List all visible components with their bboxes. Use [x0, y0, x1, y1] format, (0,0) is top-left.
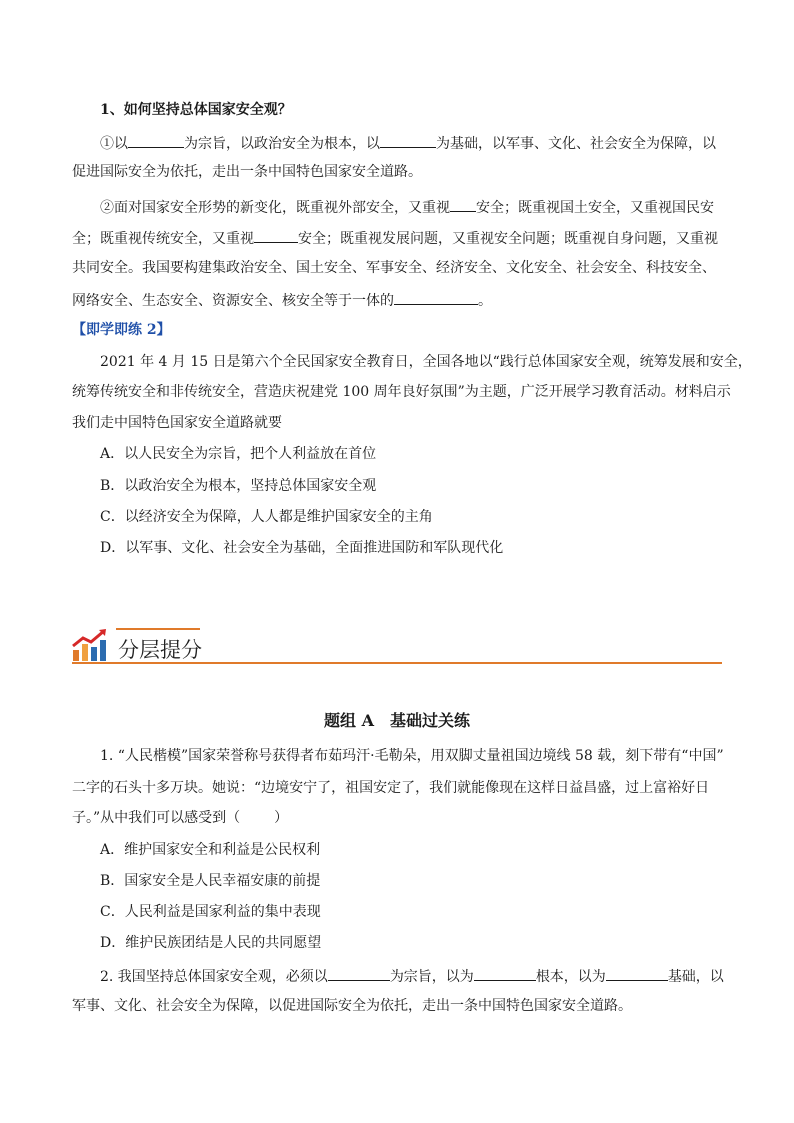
fill-blank[interactable] [450, 196, 476, 212]
text-fragment: 。 [478, 293, 492, 309]
text-fragment: 为宗旨，以政治安全为根本，以 [184, 136, 380, 152]
practice-stem-line-1: 2021 年 4 月 15 日是第六个全民国家安全教育日，全国各地以“践行总体国家安全观，统筹发展和安全， [100, 354, 752, 370]
practice-option-d[interactable]: D．以军事、文化、社会安全为基础，全面推进国防和军队现代化 [100, 540, 504, 556]
section-header [72, 626, 722, 666]
text-fragment: 安全；既重视发展问题，又重视安全问题；既重视自身问题，又重视 [298, 231, 718, 247]
question-1-title: 1、如何坚持总体国家安全观？ [100, 102, 292, 118]
group-a-title: 题组 A 基础过关练 [324, 711, 470, 730]
fill-blank[interactable] [328, 965, 390, 981]
fill-blank[interactable] [394, 289, 478, 305]
text-fragment: 基础，以 [667, 969, 724, 985]
text-fragment: 2. 我国坚持总体国家安全观，必须以 [100, 969, 328, 985]
practice-option-c[interactable]: C．以经济安全为保障，人人都是维护国家安全的主角 [100, 509, 433, 525]
practice-option-b[interactable]: B．以政治安全为根本，坚持总体国家安全观 [100, 478, 377, 494]
text-fragment: ②面对国家安全形势的新变化，既重视外部安全，又重视 [100, 200, 450, 216]
practice-tag: 【即学即练 2】 [72, 322, 171, 338]
group-a-q1-option-d[interactable]: D．维护民族团结是人民的共同愿望 [100, 935, 322, 951]
group-a-q2-line-1 [100, 965, 724, 987]
question-1-point-2 [100, 196, 724, 218]
group-a-q1-line-3 [72, 808, 724, 828]
group-a-q1-option-a[interactable]: A．维护国家安全和利益是公民权利 [100, 842, 321, 858]
text-fragment: 为基础，以军事、文化、社会安全为保障，以 [436, 136, 716, 152]
fill-blank[interactable] [254, 227, 298, 243]
group-a-q2-line-2: 军事、文化、社会安全为保障，以促进国际安全为依托，走出一条中国特色国家安全道路。 [72, 998, 632, 1014]
fill-blank[interactable] [128, 132, 184, 148]
practice-stem-line-2: 统筹传统安全和非传统安全，营造庆祝建党 100 周年良好氛围”为主题，广泛开展学习教育活动。材料启示 [72, 384, 731, 400]
question-1-point-1-cont: 促进国际安全为依托，走出一条中国特色国家安全道路。 [72, 164, 422, 180]
group-a-q1-line-1: 1. “人民楷模”国家荣誉称号获得者布茹玛汗·毛勒朵，用双脚丈量祖国边境线 58 载，刻下带有“中国” [100, 748, 724, 764]
question-1-point-2-line4 [72, 289, 724, 311]
practice-option-a[interactable]: A．以人民安全为宗旨，把个人利益放在首位 [100, 446, 377, 462]
question-1-point-2-line2 [72, 227, 724, 249]
group-a-q1-option-b[interactable]: B．国家安全是人民幸福安康的前提 [100, 873, 321, 889]
text-fragment: ） [274, 810, 289, 826]
question-1-point-2-line3: 共同安全。我国要构建集政治安全、国土安全、军事安全、经济安全、文化安全、社会安全、科技安全、 [72, 260, 716, 276]
group-a-q1-line-2: 二字的石头十多万块。她说：“边境安宁了，祖国安定了，我们就能像现在这样日益昌盛，过上富裕好日 [72, 780, 710, 796]
group-a-q1-option-c[interactable]: C．人民利益是国家利益的集中表现 [100, 904, 321, 920]
section-bottom-rule [72, 662, 722, 664]
section-title: 分层提分 [118, 638, 202, 662]
fill-blank[interactable] [474, 965, 536, 981]
fill-blank[interactable] [380, 132, 436, 148]
text-fragment: 根本，以为 [535, 969, 606, 985]
text-fragment: 安全；既重视国土安全，又重视国民安 [476, 200, 714, 216]
text-fragment: 全；既重视传统安全，又重视 [72, 231, 254, 247]
text-fragment: 为宗旨，以为 [389, 969, 474, 985]
practice-stem-line-3: 我们走中国特色国家安全道路就要 [72, 415, 282, 431]
rising-chart-icon [72, 628, 108, 662]
section-top-rule [116, 628, 200, 630]
text-fragment: 网络安全、生态安全、资源安全、核安全等于一体的 [72, 293, 394, 309]
question-1-point-1 [100, 132, 724, 154]
fill-blank[interactable] [606, 965, 668, 981]
text-fragment: ①以 [100, 136, 128, 152]
text-fragment: 子。”从中我们可以感受到（ [72, 810, 241, 826]
